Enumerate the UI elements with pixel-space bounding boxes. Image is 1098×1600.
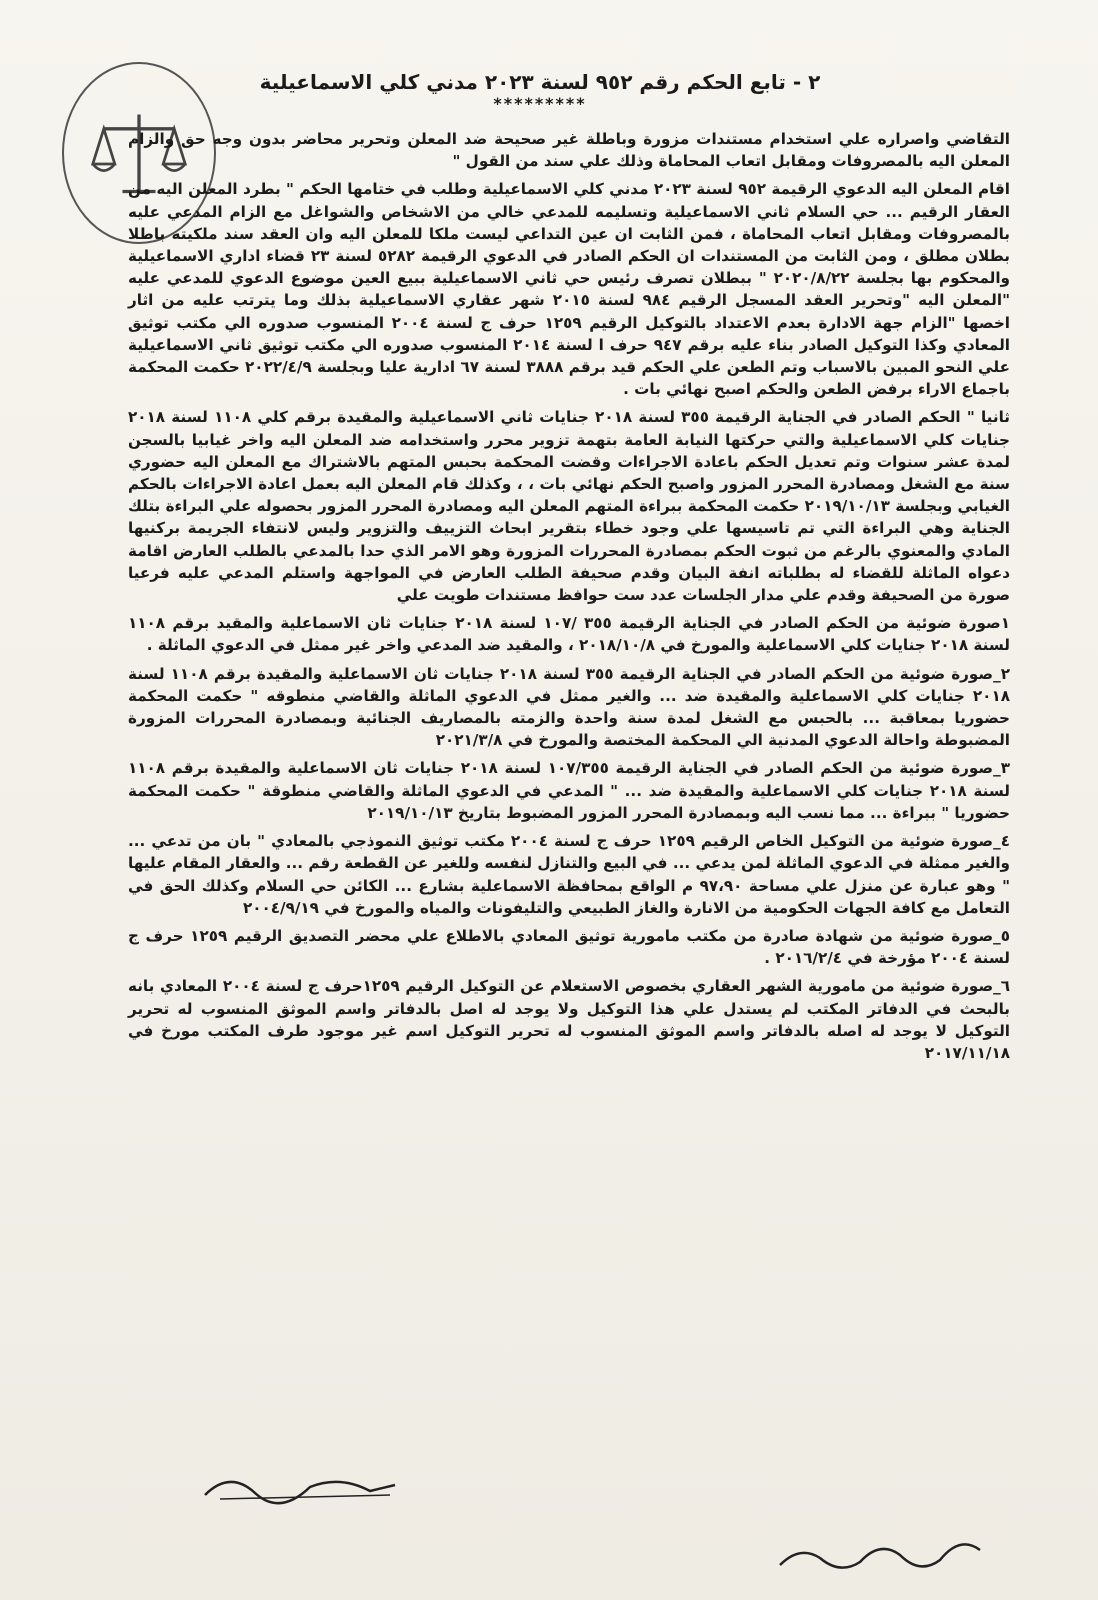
header-stars: ********* [493,94,587,113]
exhibit-5: ٥_صورة ضوئية من شهادة صادرة من مكتب مامورية توثيق المعادي بالاطلاع علي محضر التصديق الرقيم ١٢٥٩ حرف ج لسنة ٢٠٠٤ مؤرخة في ٢٠١٦/٢/٤ . [128,926,1010,968]
exhibit-6: ٦_صورة ضوئية من مامورية الشهر العقاري بخصوص الاستعلام عن التوكيل الرقيم ١٢٥٩حرف ج لسنة ٢٠٠٤ المعادي بانه بالبحث في الدفاتر المكتب لم يستدل علي هذا التوكيل ولا يوجد له اصل بالدفاتر واسم الموثق المنسوب له تحرير التوكيل لا يوجد له اصله بالدفاتر واسم الموثق المنسوب له تحرير التوكيل اسم غير موجود طرف المكتب مورخ في ٢٠١٧/١١/١٨ [128,977,1010,1062]
exhibit-2: ٢_صورة ضوئية من الحكم الصادر في الجناية الرقيمة ٣٥٥ لسنة ٢٠١٨ جنايات ثان الاسماعلية والمقيدة برقم ١١٠٨ لسنة ٢٠١٨ جنايات كلي الاسماعلية والمقيدة ضد ... والغير ممثل في الدعوي الماثلة والقاضي منطوقه " حكمت المحكمة حضوريا بمعاقبة ... بالحبس مع الشغل لمدة سنة واحدة والزمته بالمصاريف الجنائية وبمصادرة المحررات المزورة المضبوطة واحالة الدعوي المدنية الي المحكمة المختصة والمورخ في ٢٠٢١/٣/٨ [128,664,1010,750]
exhibit-4: ٤_صورة ضوئية من التوكيل الخاص الرقيم ١٢٥٩ حرف ج لسنة ٢٠٠٤ مكتب توثيق النموذجي بالمعادي " بان من تدعي ... والغير ممثلة في الدعوي الماثلة لمن يدعي ... في البيع والتنازل لنفسه وللغير عن القطعة رقم ... والعقار المقام عليها " وهو عبارة عن منزل علي مساحة ٩٧،٩٠ م الواقع بمحافظة الاسماعلية بشارع ... الكائن حي السلام وكذلك الحق في التعامل مع كافة الجهات الحكومية من الانارة والغاز الطبيعي والتليفونات والمياه والمورخ في ٢٠٠٤/٩/١٩ [128,832,1010,917]
header-title: ٢ - تابع الحكم رقم ٩٥٢ لسنة ٢٠٢٣ مدني كلي الاسماعيلية [259,70,821,94]
paragraph-intro: التقاضي واصراره علي استخدام مستندات مزورة وباطلة غير صحيحة ضد المعلن وتحرير محاضر بدون وجه حق والزام المعلن اليه بالمصروفات ومقابل اتعاب المحاماة وذلك علي سند من القول " [128,130,1010,171]
paragraph-first-case: اقام المعلن اليه الدعوي الرقيمة ٩٥٢ لسنة ٢٠٢٣ مدني كلي الاسماعيلية وطلب في ختامها الحكم " بطرد المعلن اليه من العقار الرقيم ... حي السلام ثاني الاسماعيلية وتسليمه للمدعي خالي من الاشخاص والشواغل مع الزام المدعي عليه بالمصروفات ومقابل اتعاب المحاماة ، فمن الثابت ان عين التداعي ليست ملكا للمعلن اليه وان العقد سند ملكيته باطلا بطلان مطلق ، ومن الثابت من المستندات ان الحكم الصادر في الدعوي الرقيمة ٥٢٨٢ لسنة ٢٣ قضاء اداري الاسماعيلية والمحكوم بها بجلسة ٢٠٢٠/٨/٢٢ " ببطلان تصرف رئيس حي ثاني الاسماعيلية ببيع العين موضوع الدعوي للمدعي عليه "المعلن اليه "وتحرير العقد المسجل الرقيم ٩٨٤ لسنة ٢٠١٥ شهر عقاري الاسماعيلية بذلك وما يترتب عليه من اثار اخصها "الزام جهة الادارة بعدم الاعتداد بالتوكيل الرقيم ١٢٥٩ حرف ج لسنة ٢٠٠٤ المنسوب صدوره الي مكتب توثيق المعادي وكذا التوكيل الصادر بناء عليه برقم ٩٤٧ حرف ا لسنة ٢٠١٤ المنسوب صدوره الي مكتب توثيق ثاني الاسماعيلية علي النحو المبين بالاسباب وتم الطعن علي الحكم قيد برقم ٣٨٨٨ لسنة ٦٧ ادارية عليا وبجلسة ٢٠٢٢/٤/٩ حكمت المحكمة باجماع الاراء برفض الطعن والحكم اصبح نهائي بات . [128,180,1010,399]
paragraph-second-case: ثانيا " الحكم الصادر في الجناية الرقيمة ٣٥٥ لسنة ٢٠١٨ جنايات ثاني الاسماعيلية والمقيدة برقم كلي ١١٠٨ لسنة ٢٠١٨ جنايات كلي الاسماعيلية والتي حركتها النيابة العامة بتهمة تزوير محرر واستخدامه ضد المعلن اليه واخر غيابيا بالسجن لمدة عشر سنوات وتم تعديل الحكم باعادة الاجراءات وقضت المحكمة بحبس المتهم بالاشتراك مع المعلن اليه حضوري سنة مع الشغل ومصادرة المحرر المزور واصبح الحكم نهائي بات ، ، وكذلك قام المعلن اليه بعمل اعادة الاجراءات بالحكم الغيابي وبجلسة ٢٠١٩/١٠/١٣ حكمت المحكمة ببراءة المتهم المعلن اليه ومصادرة المحرر المزور بحصوله علي البراءة بتلك الجناية وهي البراءة التي تم تاسيسها علي وجود خطاء بتقرير ابحاث التزييف والتزوير وليس لانتفاء الجريمة بركنيها المادي والمعنوي بالرغم من ثبوت الحكم بمصادرة المحررات المزورة وهو الامر الذي حدا بالمدعي بالطلب العارض اقامة دعواه الماثلة للقضاء له بطلباته انفة البيان وقدم صحيفة الطلب العارض في المواجهة واستلم المدعي عليه فرعيا صورة من الصحيفة وقدم علي مدار الجلسات عدد ست حوافظ مستندات طويت علي [128,408,1010,605]
signature-bottom [770,1530,990,1580]
page-header [220,70,860,113]
document-body [128,128,1010,1070]
signature-left [200,1465,400,1505]
exhibit-3: ٣_صورة ضوئية من الحكم الصادر في الجناية الرقيمة ١٠٧/٣٥٥ لسنة ٢٠١٨ جنايات ثان الاسماعلية والمقيدة برقم ١١٠٨ لسنة ٢٠١٨ جنايات كلي الاسماعلية والمقيدة ضد ... " المدعي في الدعوي الماثلة والقاضي منطوقة " حكمت المحكمة حضوريا " ببراءة ... مما نسب اليه وبمصادرة المحرر المزور المضبوط بتاريخ ٢٠١٩/١٠/١٣ [128,759,1010,822]
exhibit-1: ١صورة ضوئية من الحكم الصادر في الجناية الرقيمة ٣٥٥ /١٠٧ لسنة ٢٠١٨ جنايات ثان الاسماعلية والمقيد برقم ١١٠٨ لسنة ٢٠١٨ جنايات كلي الاسماعلية والمورخ في ٢٠١٨/١٠/٨ ، والمقيد ضد المدعي واخر غير ممثل في الدعوي الماثلة . [128,614,1010,655]
